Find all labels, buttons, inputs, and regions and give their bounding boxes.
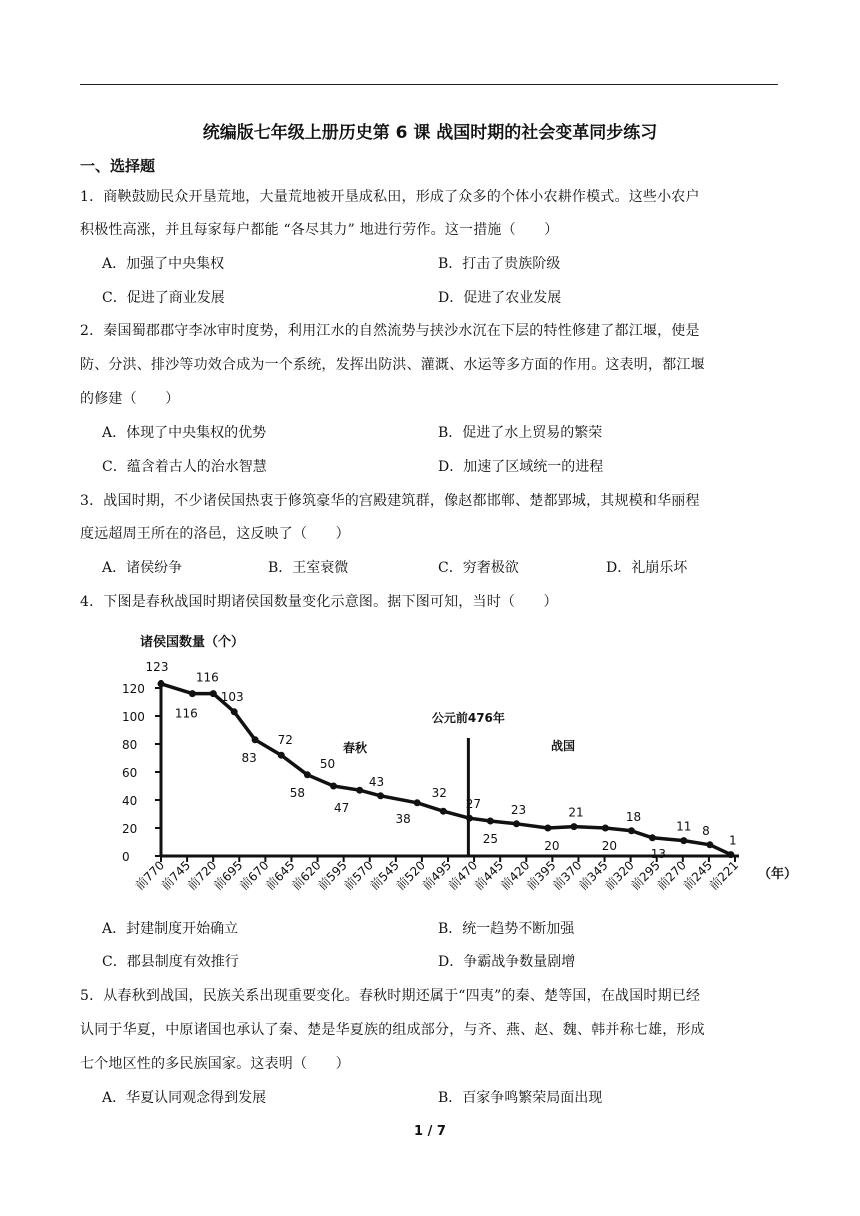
q4-line-1: 4．下图是春秋战国时期诸侯国数量变化示意图。据下图可知，当时（ ） [80,594,558,610]
chart-data-label: 103 [220,689,244,704]
chart-x-tick-label: 前395 [523,858,559,893]
chart-point [680,837,687,844]
chart-x-tick-label: 前445 [471,858,507,893]
chart-data-label: 38 [395,811,411,826]
chart-point [440,808,447,815]
chart-x-tick-label: 前620 [289,858,324,893]
q3-line-1: 3．战国时期，不少诸侯国热衷于修筑豪华的宫殿建筑群，像赵都邯郸、楚都郢城，其规模和华丽程 [80,493,700,509]
chart-x-axis-unit: （年） [758,867,798,882]
chart-x-tick-label: 前570 [341,858,376,893]
state-count-chart [120,620,800,900]
q5-line-1: 5．从春秋到战国，民族关系出现重要变化。春秋时期还属于“四夷”的秦、楚等国，在战国时期已经 [80,988,701,1004]
chart-y-tick-label: 20 [122,822,138,836]
chart-y-tick-label: 100 [122,710,145,724]
chart-y-tick-label: 40 [122,794,138,808]
chart-point [570,823,577,830]
q1-line-2: 积极性高涨，并且每家每户都能 “各尽其力” 地进行劳作。这一措施（ ） [80,222,559,238]
chart-point [706,841,713,848]
page-number: 1 / 7 [414,1124,446,1139]
page-title: 统编版七年级上册历史第 6 课 战国时期的社会变革同步练习 [202,123,658,143]
chart-x-tick-label: 前720 [184,858,220,893]
q1-option-d[interactable]: D．促进了农业发展 [438,290,562,306]
chart-point [356,787,363,794]
q5-line-3: 七个地区性的多民族国家。这表明（ ） [80,1056,350,1072]
q4-option-b[interactable]: B．统一趋势不断加强 [438,921,575,937]
q2-line-3: 的修建（ ） [80,391,180,407]
q1-option-b[interactable]: B．打击了贵族阶级 [438,256,561,272]
chart-data-label: 47 [334,801,350,816]
chart-y-tick-label: 60 [122,766,138,780]
chart-point [210,690,217,697]
chart-x-tick-label: 前695 [210,858,246,893]
chart-point [602,825,609,832]
chart-data-label: 58 [289,785,306,800]
q4-option-c[interactable]: C．郡县制度有效推行 [102,954,239,970]
chart-data-label: 21 [568,805,584,820]
q4-option-a[interactable]: A．封建制度开始确立 [102,921,239,937]
chart-point [487,818,494,825]
chart-x-tick-label: 前520 [393,858,429,893]
chart-data-label: 83 [241,750,257,765]
chart-data-label: 43 [368,774,385,789]
chart-point [513,820,520,827]
q4-option-d[interactable]: D．争霸战争数量剧增 [438,954,576,970]
chart-data-label: 20 [601,839,617,853]
chart-y-tick-label: 0 [122,850,130,864]
chart-x-tick-label: 前345 [576,858,611,893]
q3-option-b[interactable]: B．王室衰微 [268,560,349,576]
chart-x-tick-label: 前245 [680,858,716,893]
chart-x-tick-label: 前270 [654,858,689,893]
chart-point [377,792,384,799]
chart-x-tick-label: 前770 [132,858,168,893]
chart-region-label-zhanguo: 战国 [550,739,576,753]
chart-data-label: 13 [650,846,667,861]
chart-data-label: 32 [431,786,447,801]
chart-data-label: 18 [625,809,642,824]
chart-x-tick-label: 前745 [158,858,194,893]
chart-data-label: 116 [174,706,198,721]
chart-data-label: 116 [195,670,219,685]
q3-line-2: 度远超周王所在的洛邑，这反映了（ ） [80,526,350,542]
chart-point [189,690,196,697]
chart-point [231,708,238,715]
q2-option-d[interactable]: D．加速了区域统一的进程 [438,459,604,475]
header-rule [80,84,778,85]
chart-point [628,827,635,834]
chart-point [649,834,656,841]
chart-point [304,771,311,778]
q5-line-2: 认同于华夏，中原诸国也承认了秦、楚是华夏族的组成部分，与齐、燕、赵、魏、韩并称七雄，形成 [80,1022,705,1038]
chart-series-line [161,684,731,855]
q2-line-1: 2．秦国蜀郡郡守李冰审时度势，利用江水的自然流势与挟沙水沉在下层的特性修建了都江堰，使是 [80,323,700,339]
chart-data-label: 11 [676,819,692,834]
chart-point [158,680,165,687]
chart-data-label: 72 [277,733,293,748]
q1-option-a[interactable]: A．加强了中央集权 [102,256,225,272]
chart-x-tick-label: 前370 [549,858,585,893]
chart-point [252,736,259,743]
q2-line-2: 防、分洪、排沙等功效合成为一个系统，发挥出防洪、灌溉、水运等多方面的作用。这表明，都江堰 [80,357,705,373]
chart-divider-label: 公元前476年 [431,711,505,725]
q3-option-d[interactable]: D．礼崩乐坏 [606,560,688,576]
chart-point [414,799,421,806]
chart-x-tick-label: 前320 [602,858,637,893]
q3-option-a[interactable]: A．诸侯纷争 [102,560,183,576]
chart-x-tick-label: 前645 [262,858,298,893]
chart-data-label: 20 [544,839,560,853]
q1-option-c[interactable]: C．促进了商业发展 [102,290,225,306]
chart-data-label: 123 [145,659,169,674]
chart-data-label: 1 [728,833,737,848]
q2-option-b[interactable]: B．促进了水上贸易的繁荣 [438,425,603,441]
chart-data-label: 8 [702,823,710,838]
q2-option-c[interactable]: C．蕴含着古人的治水智慧 [102,459,267,475]
q5-option-b[interactable]: B．百家争鸣繁荣局面出现 [438,1090,603,1106]
q3-option-c[interactable]: C．穷奢极欲 [438,560,519,576]
chart-x-tick-label: 前420 [497,858,533,893]
section-heading: 一、选择题 [80,157,156,175]
q1-line-1: 1．商鞅鼓励民众开垦荒地，大量荒地被开垦成私田，形成了众多的个体小农耕作模式。这些小农户 [80,189,700,205]
chart-region-label-chunqiu: 春秋 [342,741,368,755]
chart-point [278,752,285,759]
chart-data-label: 25 [482,832,498,846]
q5-option-a[interactable]: A．华夏认同观念得到发展 [102,1090,267,1106]
chart-data-label: 23 [510,802,527,817]
chart-x-tick-label: 前295 [628,858,663,893]
chart-x-tick-label: 前470 [445,858,481,893]
chart-x-tick-label: 前595 [315,858,350,893]
chart-data-label: 50 [319,757,336,771]
chart-x-tick-label: 前545 [367,858,402,893]
q2-option-a[interactable]: A．体现了中央集权的优势 [102,425,267,441]
chart-point [330,783,337,790]
chart-point [544,825,551,832]
chart-y-tick-label: 80 [122,738,138,752]
chart-x-tick-label: 前221 [706,858,742,893]
chart-y-tick-label: 120 [122,682,145,696]
chart-x-tick-label: 前670 [236,858,272,893]
chart-y-axis-label: 诸侯国数量（个） [140,635,245,650]
chart-data-label: 27 [465,797,482,812]
chart-point [727,851,734,858]
chart-x-tick-label: 前495 [419,858,455,893]
